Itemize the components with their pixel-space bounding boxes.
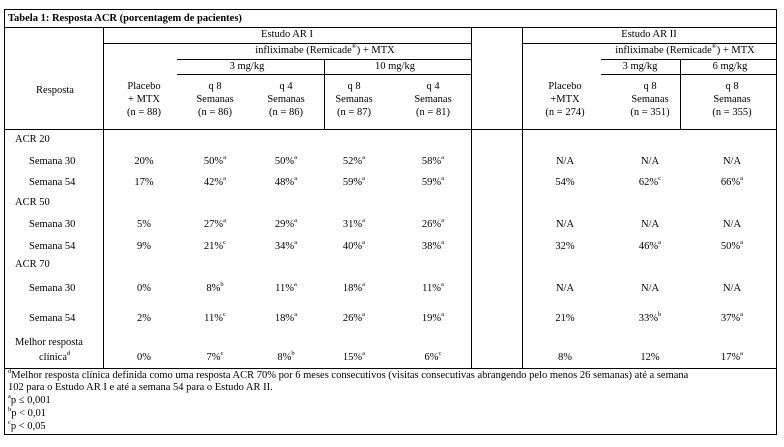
study2-header: Estudo AR II	[621, 29, 677, 40]
table-cell: 9%	[137, 241, 151, 252]
row-label: Semana 54	[29, 241, 76, 252]
row-label: clínica$^d$	[39, 350, 71, 363]
table-cell: N/A	[640, 219, 660, 230]
study1-header: Estudo AR I	[261, 29, 313, 40]
table-cell: 38%$^a$	[421, 239, 445, 252]
table-cell: N/A	[722, 283, 742, 294]
table-cell: 48%$^a$	[274, 175, 298, 188]
acr-response-table	[4, 9, 777, 435]
column-header-6-line-1: Placebo	[548, 81, 582, 92]
column-header-5-line-1: q 4	[426, 81, 440, 92]
table-cell: 18%$^a$	[342, 281, 366, 294]
table-cell: 21%$^c$	[203, 239, 227, 252]
table-cell: 21%	[555, 313, 575, 324]
row-label: Semana 30	[29, 283, 76, 294]
dose-divider-1	[324, 59, 325, 129]
col-divider-2	[471, 27, 472, 368]
column-header-7-line-1: q 8	[643, 81, 657, 92]
table-cell: 42%$^a$	[203, 175, 227, 188]
table-cell: 32%	[555, 241, 575, 252]
table-cell: 0%	[137, 352, 151, 363]
dose-divider-2	[680, 59, 681, 129]
table-cell: 58%$^a$	[421, 154, 445, 167]
column-header-6-line-3: (n = 274)	[545, 107, 585, 118]
column-header-8-line-3: (n = 355)	[712, 107, 752, 118]
column-header-3-line-2: Semanas	[267, 94, 305, 105]
dose-3mg-header-1: 3 mg/kg	[229, 61, 265, 72]
row-label: Semana 54	[29, 177, 76, 188]
column-header-3-line-3: (n = 86)	[269, 107, 303, 118]
footnote-c: $^c$p < 0,05	[8, 419, 46, 432]
column-header-6-line-2: +MTX	[550, 94, 580, 105]
col-divider-3	[522, 27, 523, 368]
table-cell: 17%	[134, 177, 154, 188]
column-header-3-line-1: q 4	[279, 81, 293, 92]
table-cell: 29%$^a$	[274, 217, 298, 230]
table-cell: 8%$^b$	[206, 281, 224, 294]
column-header-1-line-3: (n = 88)	[127, 107, 161, 118]
table-cell: 26%$^a$	[342, 311, 366, 324]
table-cell: N/A	[640, 283, 660, 294]
table-cell: 59%$^a$	[421, 175, 445, 188]
table-cell: 11%$^a$	[422, 281, 444, 294]
column-header-8-line-1: q 8	[725, 81, 739, 92]
column-header-4-line-2: Semanas	[335, 94, 373, 105]
row-label: Semana 54	[29, 313, 76, 324]
table-cell: 37%$^a$	[720, 311, 744, 324]
column-header-2-line-2: Semanas	[196, 94, 234, 105]
table-cell: 17%$^a$	[720, 350, 744, 363]
table-cell: 8%$^b$	[277, 350, 295, 363]
table-cell: 52%$^a$	[342, 154, 366, 167]
table-cell: 8%	[558, 352, 572, 363]
dose-3mg-header-2: 3 mg/kg	[622, 61, 658, 72]
table-cell: 40%$^a$	[342, 239, 366, 252]
title-rule	[5, 27, 776, 28]
table-title: Tabela 1: Resposta ACR (porcentagem de pacientes)	[8, 13, 242, 24]
table-cell: 50%$^a$	[720, 239, 744, 252]
study1-rule	[103, 43, 471, 44]
table-cell: 50%$^a$	[274, 154, 298, 167]
table-cell: 11%$^a$	[275, 281, 297, 294]
column-header-1-line-2: + MTX	[128, 94, 160, 105]
table-cell: 11%$^c$	[204, 311, 226, 324]
table-cell: N/A	[555, 219, 575, 230]
table-cell: 50%$^a$	[203, 154, 227, 167]
resposta-header: Resposta	[36, 85, 74, 96]
row-label: Semana 30	[29, 219, 76, 230]
footnote-d: $^d$Melhor resposta clínica definida como uma resposta ACR 70% por 6 meses consecutivos (visitas consecutivas abrangendo pelo menos 26 semanas) até a semana	[8, 368, 689, 381]
column-header-7-line-3: (n = 351)	[630, 107, 670, 118]
footnote-a: $^a$p ≤ 0,001	[8, 393, 51, 406]
drug1-header: infliximabe (Remicade®) + MTX	[255, 43, 395, 56]
footnote-b: $^b$p < 0,01	[8, 406, 47, 419]
table-cell: N/A	[640, 156, 660, 167]
table-cell: 12%	[640, 352, 660, 363]
table-cell: 27%$^a$	[203, 217, 227, 230]
table-cell: N/A	[722, 156, 742, 167]
column-header-2-line-3: (n = 86)	[198, 107, 232, 118]
table-cell: 19%$^a$	[421, 311, 445, 324]
study2-rule	[522, 43, 776, 44]
footnote-d-cont: 102 para o Estudo AR I e até a semana 54 para o Estudo AR II.	[8, 382, 273, 393]
header-bottom-rule	[5, 129, 776, 130]
table-cell: 0%	[137, 283, 151, 294]
dose-rule-2	[601, 74, 776, 75]
column-header-5-line-3: (n = 81)	[416, 107, 450, 118]
group-acr70: ACR 70	[15, 259, 50, 270]
column-header-5-line-2: Semanas	[414, 94, 452, 105]
group-acr20: ACR 20	[15, 134, 50, 145]
table-cell: 62%$^c$	[638, 175, 662, 188]
table-cell: 2%	[137, 313, 151, 324]
dose-10mg-header: 10 mg/kg	[375, 61, 415, 72]
table-cell: 54%	[555, 177, 575, 188]
group-acr50: ACR 50	[15, 197, 50, 208]
drug2-header: infliximabe (Remicade®) + MTX	[615, 43, 755, 56]
footnote-rule	[5, 368, 776, 369]
dose-6mg-header: 6 mg/kg	[712, 61, 748, 72]
row-label: Semana 30	[29, 156, 76, 167]
drug2-rule	[601, 59, 776, 60]
table-cell: N/A	[555, 156, 575, 167]
table-cell: 46%$^a$	[638, 239, 662, 252]
melhor-resposta-label: Melhor resposta	[15, 337, 83, 348]
column-header-4-line-3: (n = 87)	[337, 107, 371, 118]
column-header-7-line-2: Semanas	[631, 94, 669, 105]
column-header-2-line-1: q 8	[208, 81, 222, 92]
table-cell: 33%$^b$	[638, 311, 662, 324]
table-cell: 34%$^a$	[274, 239, 298, 252]
table-cell: 15%$^a$	[342, 350, 366, 363]
table-cell: 26%$^a$	[421, 217, 445, 230]
table-cell: 20%	[134, 156, 154, 167]
table-cell: 31%$^a$	[342, 217, 366, 230]
table-cell: N/A	[722, 219, 742, 230]
column-header-8-line-2: Semanas	[713, 94, 751, 105]
column-header-1-line-1: Placebo	[127, 81, 161, 92]
table-cell: 66%$^a$	[720, 175, 744, 188]
table-cell: 5%	[137, 219, 151, 230]
table-cell: N/A	[555, 283, 575, 294]
table-cell: 6%$^c$	[424, 350, 442, 363]
table-cell: 59%$^a$	[342, 175, 366, 188]
column-header-4-line-1: q 8	[347, 81, 361, 92]
table-cell: 18%$^a$	[274, 311, 298, 324]
col-divider-1	[103, 27, 104, 368]
table-cell: 7%$^c$	[206, 350, 224, 363]
